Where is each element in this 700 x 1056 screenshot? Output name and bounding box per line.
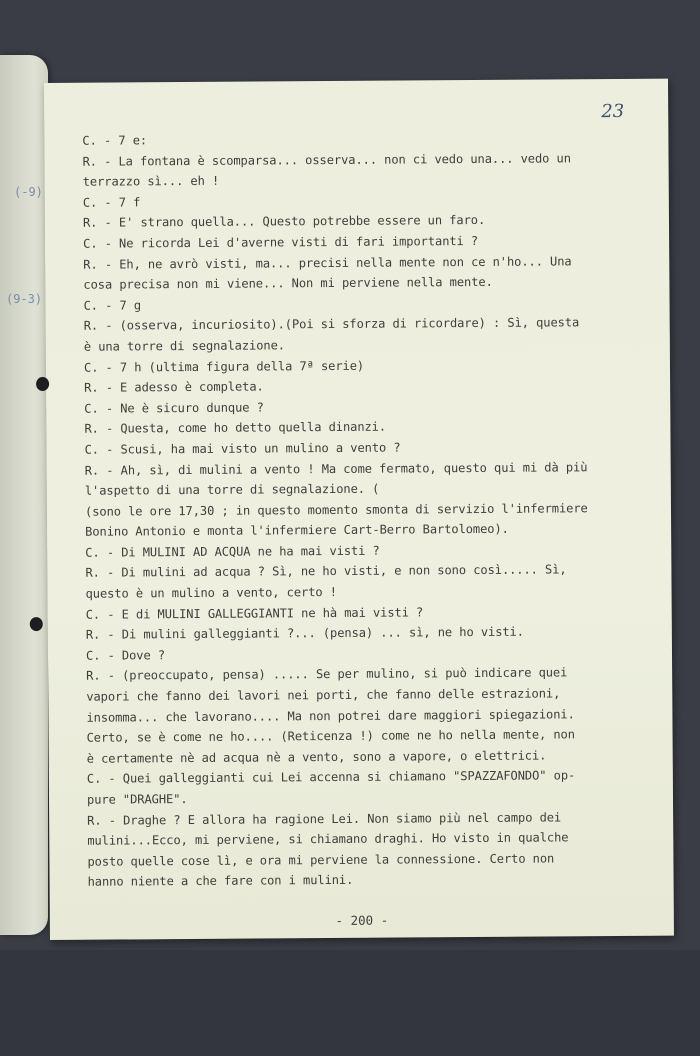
transcript-line: è una torre di segnalazione. — [83, 338, 285, 354]
transcript-line: è certamente nè ad acqua nè a vento, sono a vapore, o elettrici. — [86, 748, 547, 766]
transcript-line: Bonino Antonio e monta l'infermiere Cart-Berro Bartolomeo). — [85, 522, 509, 540]
transcript-line: C. - Ne è sicuro dunque ? — [84, 400, 264, 416]
transcript-line: C. - 7 h (ultima figura della 7ª serie) — [83, 358, 365, 375]
transcript-line: insomma... che lavorano.... Ma non potrei dare maggiori spiegazioni. — [86, 706, 575, 725]
transcript-body — [82, 127, 662, 893]
transcript-line: R. - Di mulini ad acqua ? Sì, ne ho visti, e non sono così..... Sì, — [85, 562, 567, 581]
transcript-line: terrazzo sì... eh ! — [82, 173, 220, 189]
transcript-line: Certo, se è come ne ho.... (Reticenza !) come ne ho nella mente, non — [86, 727, 575, 745]
transcript-line: R. - Questa, come ho detto quella dinanzi. — [84, 419, 387, 437]
left-page-mark: (-9) — [14, 185, 43, 199]
transcript-line: R. - (osserva, incuriosito).(Poi si sforza di ricordare) : Sì, questa — [83, 315, 580, 334]
left-page-edge — [0, 55, 48, 935]
transcript-line: cosa precisa non mi viene... Non mi perviene nella mente. — [83, 275, 493, 292]
transcript-line: pure "DRAGHE". — [86, 792, 188, 807]
transcript-line: R. - Ah, sì, di mulini a vento ! Ma come fermato, questo qui mi dà più — [84, 459, 588, 478]
left-page-mark: (9-3) — [6, 292, 43, 306]
page-footer-number: - 200 - — [335, 912, 389, 928]
transcript-line: R. - Eh, ne avrò visti, ma... precisi nella mente non ce n'ho... Una — [83, 253, 572, 272]
transcript-line: R. - E adesso è completa. — [84, 379, 264, 395]
transcript-line: (sono le ore 17,30 ; in questo momento smonta di servizio l'infermiere — [84, 500, 588, 519]
transcript-line: C. - 7 f — [82, 195, 141, 210]
transcript-line: R. - Di mulini galleggianti ?... (pensa) ... sì, ne ho visti. — [85, 624, 524, 642]
document-page — [44, 79, 674, 940]
transcript-line: C. - Scusi, ha mai visto un mulino a vento ? — [84, 440, 401, 457]
punch-hole — [30, 617, 43, 631]
punch-hole — [36, 377, 49, 391]
transcript-line: C. - 7 e: — [82, 133, 148, 148]
transcript-line: hanno niente a che fare con i mulini. — [87, 873, 354, 890]
transcript-line: R. - La fontana è scomparsa... osserva... non ci vedo una... vedo un — [82, 150, 571, 169]
transcript-line: C. - E di MULINI GALLEGGIANTI ne hà mai visti ? — [85, 605, 424, 622]
transcript-line: R. - E' strano quella... Questo potrebbe essere un faro. — [82, 213, 486, 231]
transcript-line: questo è un mulino a vento, certo ! — [85, 585, 337, 601]
transcript-line: R. - (preoccupato, pensa) ..... Se per mulino, si può indicare quei — [86, 665, 568, 684]
transcript-line: l'aspetto di una torre di segnalazione. ( — [84, 481, 380, 498]
transcript-line: mulini...Ecco, mi perviene, si chiamano draghi. Ho visto in qualche — [87, 830, 569, 848]
handwritten-page-number: 23 — [601, 100, 625, 123]
table-background — [0, 950, 700, 1056]
transcript-line: posto quelle cose lì, e ora mi perviene la connessione. Certo non — [87, 851, 555, 869]
transcript-line: C. - Di MULINI AD ACQUA ne ha mai visti ? — [85, 543, 380, 560]
transcript-line: C. - Ne ricorda Lei d'averne visti di fari importanti ? — [83, 233, 479, 251]
transcript-line: C. - 7 g — [83, 298, 142, 313]
transcript-line: C. - Dove ? — [85, 648, 166, 663]
transcript-line: vapori che fanno dei lavori nei porti, che fanno delle estrazioni, — [86, 686, 561, 704]
transcript-line: R. - Draghe ? E allora ha ragione Lei. Non siamo più nel campo dei — [87, 810, 562, 828]
transcript-line: C. - Quei galleggianti cui Lei accenna si chiamano "SPAZZAFONDO" op- — [86, 768, 576, 787]
